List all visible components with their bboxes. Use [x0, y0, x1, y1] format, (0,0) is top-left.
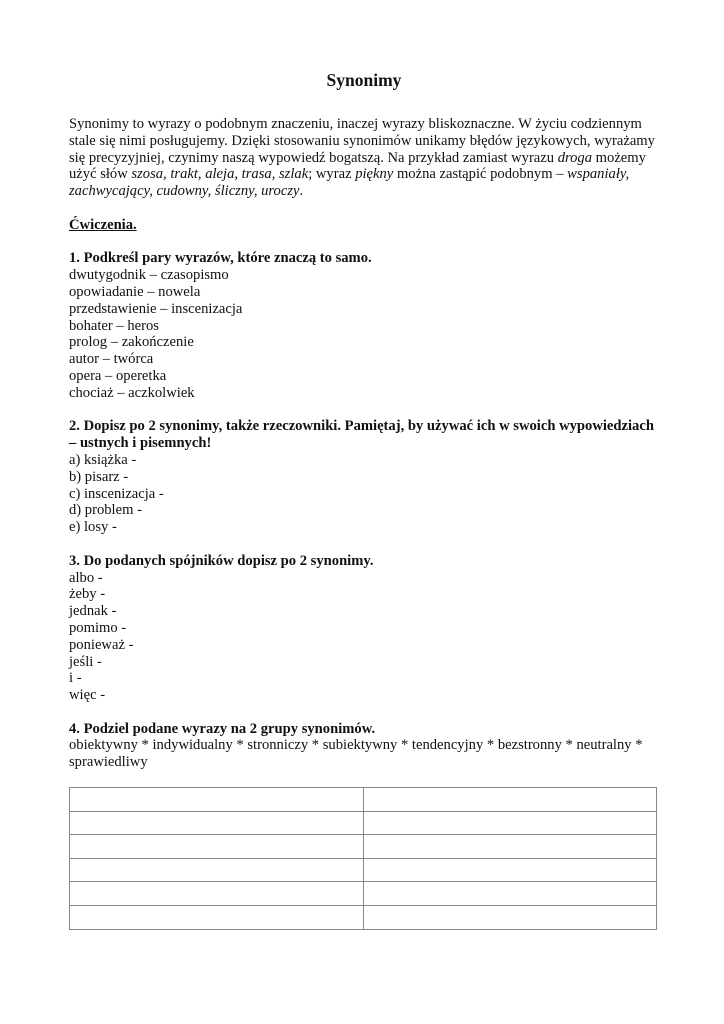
exercise-line: c) inscenizacja - [69, 485, 164, 502]
exercise-line: opera – operetka [69, 367, 167, 384]
exercise-title: 2. Dopisz po 2 synonimy, także rzeczowniki. Pamiętaj, by używać ich w swoich wypowiedziach – ustnych i pisemnych! [69, 418, 654, 452]
exercise-line: ponieważ - [69, 636, 134, 653]
intro-example-words: piękny [355, 166, 394, 183]
table-row [70, 788, 657, 812]
exercise-line: pomimo - [69, 619, 127, 636]
exercise-line: chociaż – aczkolwiek [69, 384, 195, 401]
exercise-line: b) pisarz - [69, 468, 129, 485]
answer-cell[interactable] [363, 811, 657, 835]
intro-example-words: wspaniały, zachwycający, cudowny, śliczny, uroczy [69, 166, 630, 200]
exercise-1 [69, 250, 659, 401]
table-row [70, 811, 657, 835]
intro-text: możemy użyć słów [69, 149, 646, 183]
intro-paragraph [69, 116, 659, 200]
exercise-line: więc - [69, 687, 106, 704]
exercises-heading: Ćwiczenia. [69, 216, 137, 233]
exercise-line: a) książka - [69, 451, 137, 468]
intro-text: Synonimy to wyrazy o podobnym znaczeniu, inaczej wyrazy bliskoznaczne. W życiu codziennym stale się nimi posługujemy. Dzięki stosowaniu synonimów unikamy błędów językowych, wyrażamy się precyzyjniej, czynimy naszą wypowiedź bogatszą. Na przykład zamiast wyrazu [69, 116, 655, 166]
intro-text: można zastąpić podobnym – [393, 166, 568, 183]
answer-cell[interactable] [70, 858, 364, 882]
answer-cell[interactable] [363, 882, 657, 906]
answer-cell[interactable] [363, 906, 657, 930]
exercise-line: prolog – zakończenie [69, 334, 194, 351]
exercise-line: i - [69, 670, 82, 687]
exercises-list [69, 250, 659, 771]
answer-cell[interactable] [70, 835, 364, 859]
exercise-3 [69, 553, 659, 704]
exercise-line: żeby - [69, 586, 106, 603]
answer-cell[interactable] [70, 882, 364, 906]
answer-cell[interactable] [70, 788, 364, 812]
table-row [70, 882, 657, 906]
table-row [70, 858, 657, 882]
exercise-4 [69, 721, 659, 771]
table-row [70, 835, 657, 859]
exercise-line: albo - [69, 569, 103, 586]
exercise-2 [69, 418, 659, 536]
table-row [70, 906, 657, 930]
page-title: Synonimy [326, 70, 402, 90]
intro-example-words: droga [557, 149, 593, 166]
intro-example-words: szosa, trakt, aleja, trasa, szlak [131, 166, 309, 183]
intro-text: . [299, 183, 304, 200]
answer-cell[interactable] [363, 788, 657, 812]
intro-text: ; wyraz [308, 166, 356, 183]
exercise-line: bohater – heros [69, 317, 159, 334]
exercise-line: e) losy - [69, 519, 117, 536]
exercise-line: przedstawienie – inscenizacja [69, 300, 243, 317]
exercise-title: 1. Podkreśl pary wyrazów, które znaczą to samo. [69, 250, 372, 267]
exercise-title: 4. Podziel podane wyrazy na 2 grupy synonimów. [69, 720, 376, 737]
answer-cell[interactable] [363, 858, 657, 882]
answer-cell[interactable] [70, 906, 364, 930]
answer-cell[interactable] [70, 811, 364, 835]
exercise-line: obiektywny * indywidualny * stronniczy * subiektywny * tendencyjny * bezstronny * neutralny * sprawiedliwy [69, 737, 643, 771]
exercise-line: dwutygodnik – czasopismo [69, 267, 229, 284]
answer-cell[interactable] [363, 835, 657, 859]
exercise-line: d) problem - [69, 502, 142, 519]
exercise-line: opowiadanie – nowela [69, 283, 201, 300]
exercise-title: 3. Do podanych spójników dopisz po 2 synonimy. [69, 552, 374, 569]
document-page [69, 68, 659, 930]
exercise-line: autor – twórca [69, 351, 154, 368]
exercise-line: jednak - [69, 603, 117, 620]
answer-table[interactable] [69, 787, 657, 930]
exercise-line: jeśli - [69, 653, 102, 670]
